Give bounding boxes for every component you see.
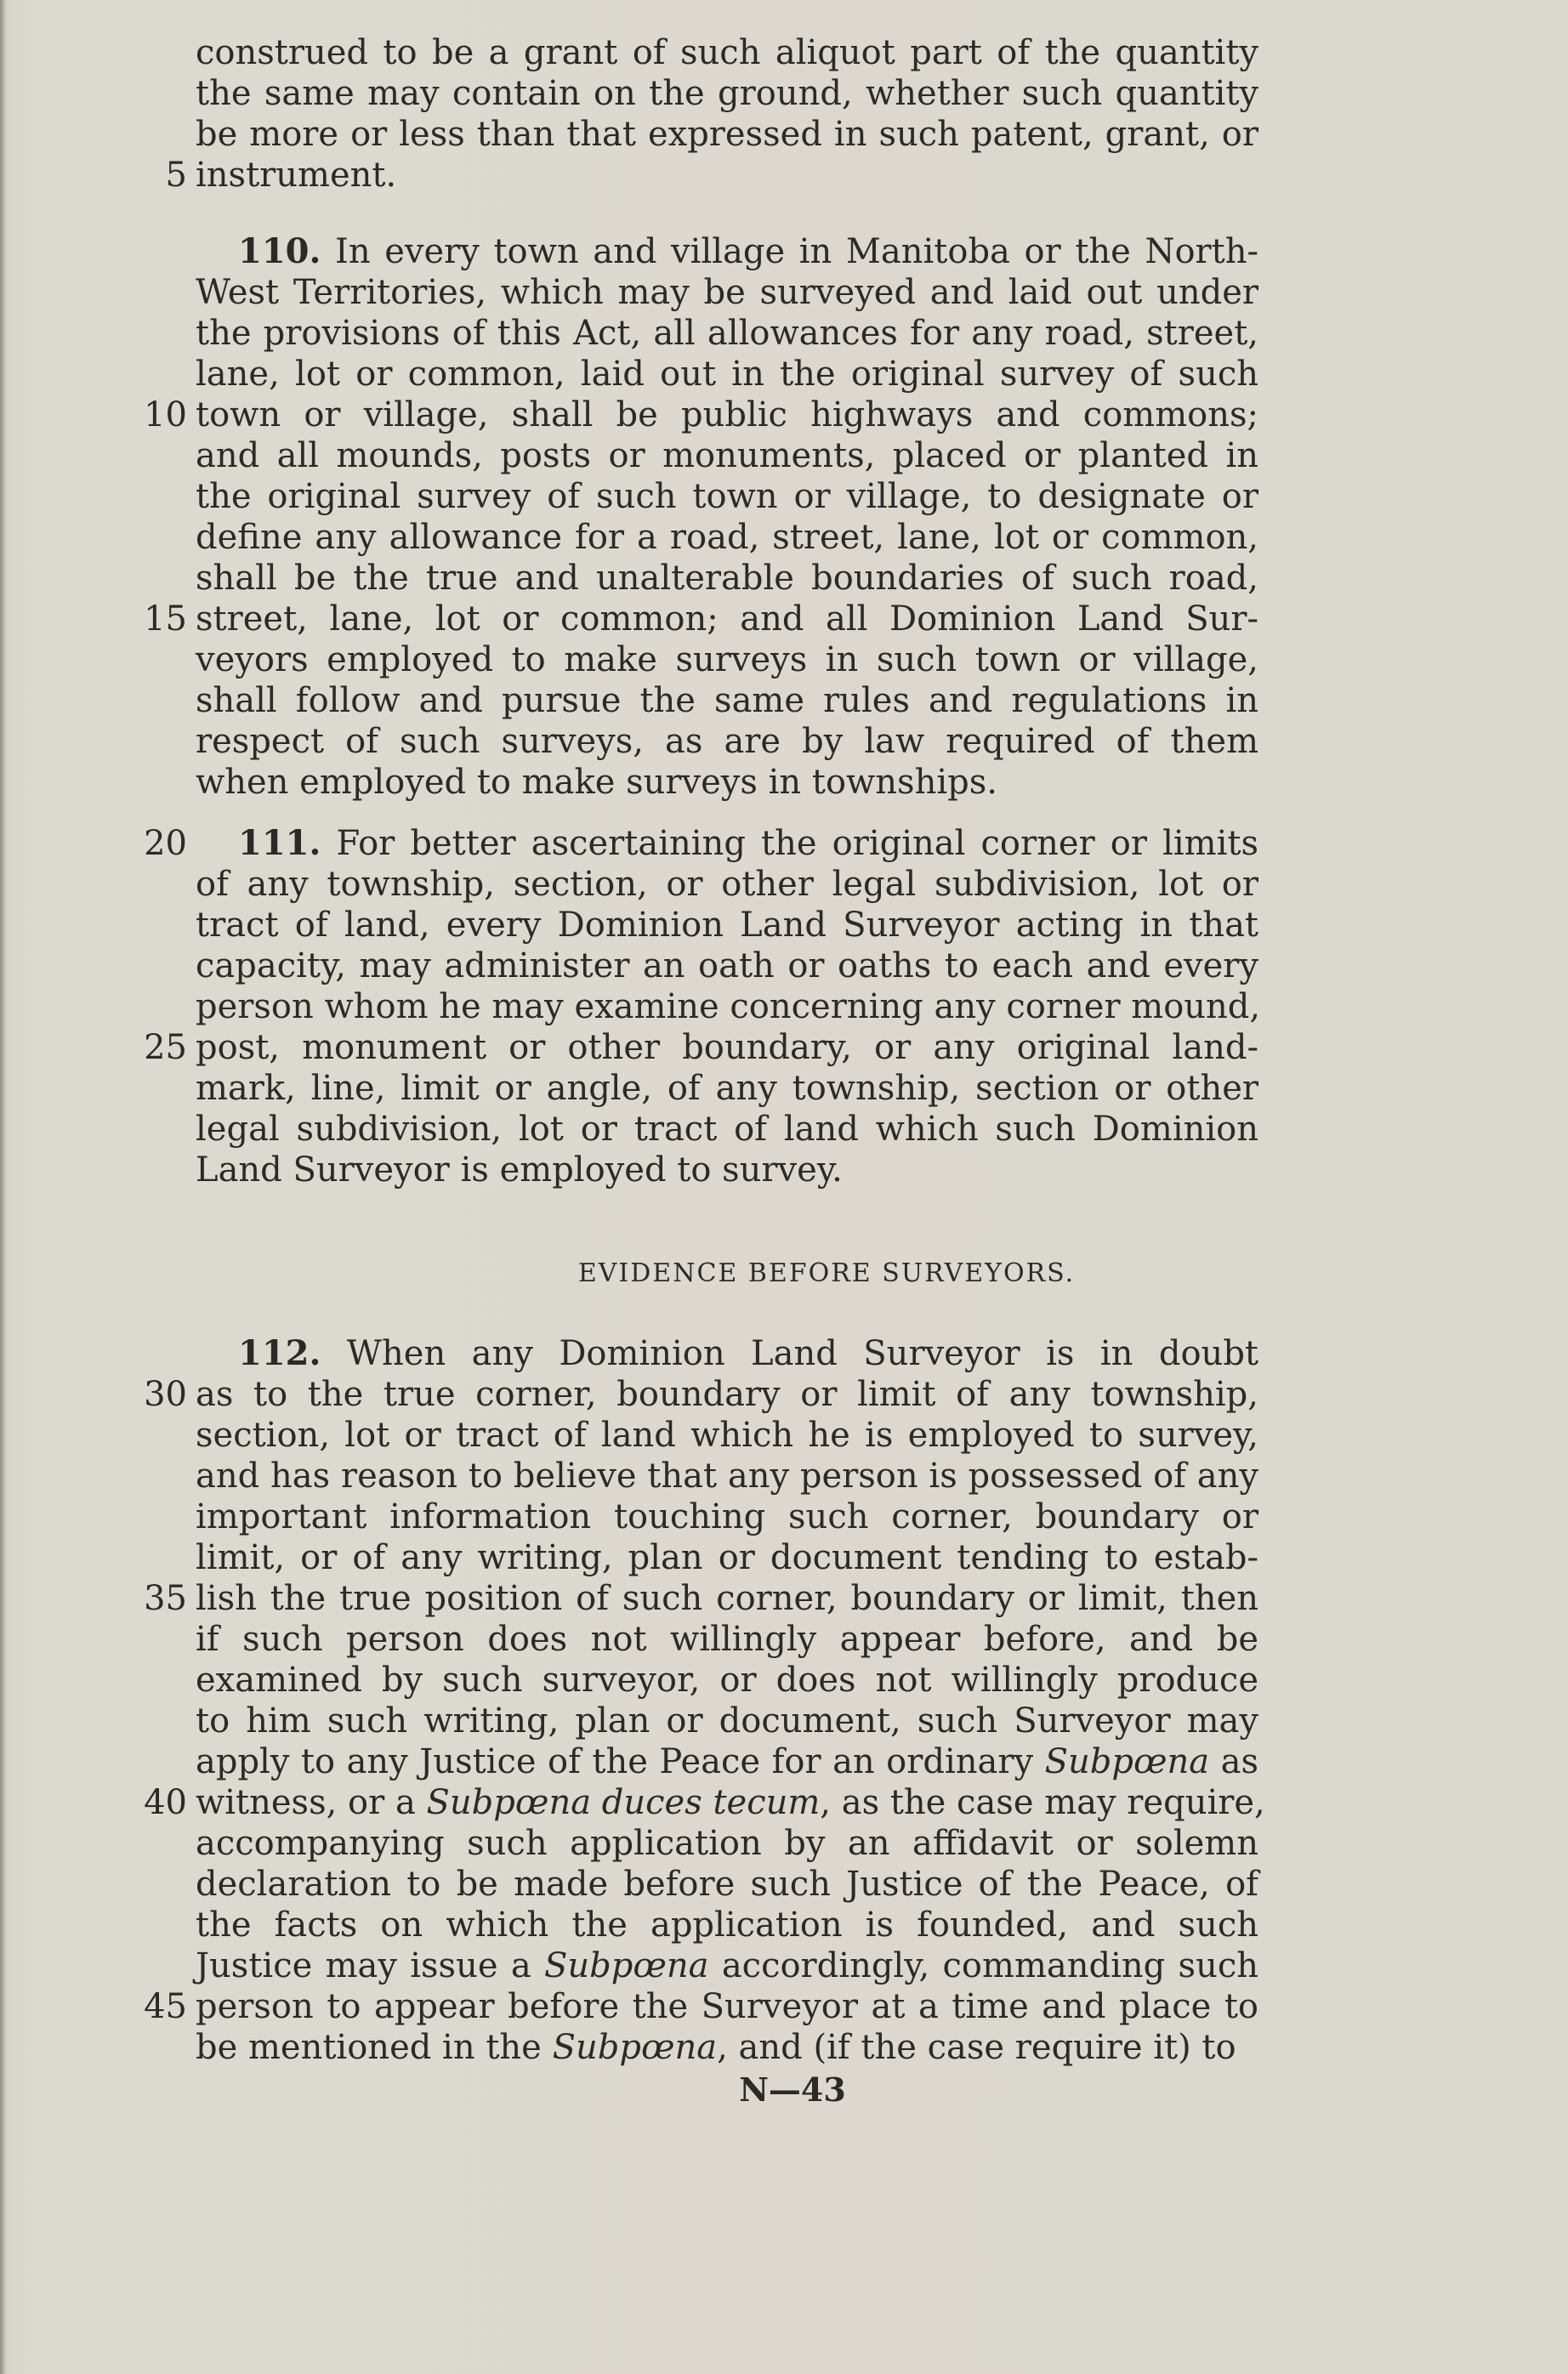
text-line — [0, 1150, 1568, 1190]
text-line — [0, 1109, 1568, 1150]
line-text: section, lot or tract of land which he is employed to survey, — [196, 1416, 1258, 1455]
text-line — [0, 905, 1568, 946]
text-line — [0, 2027, 1568, 2068]
section-number: 111. — [238, 823, 321, 863]
text-line — [0, 114, 1568, 155]
line-text: respect of such surveys, as are by law required of them — [196, 722, 1258, 761]
text-line — [0, 1986, 1568, 2027]
line-text: street, lane, lot or common; and all Dominion Land Sur- — [196, 599, 1258, 639]
text-line — [0, 1027, 1568, 1068]
line-text: capacity, may administer an oath or oaths to each and every — [196, 946, 1258, 985]
line-text: the provisions of this Act, all allowances for any road, street, — [196, 314, 1258, 353]
text-line — [0, 1741, 1568, 1782]
line-text: town or village, shall be public highways and commons; — [196, 395, 1258, 434]
text-line — [0, 272, 1568, 313]
text-line — [0, 1864, 1568, 1905]
text-line — [0, 762, 1568, 803]
line-number: 25 — [144, 1028, 187, 1067]
latin-term: Subpœna — [1044, 1742, 1210, 1781]
line-content — [238, 1333, 1258, 1374]
text-line — [0, 680, 1568, 721]
text-line — [0, 986, 1568, 1027]
page-signature: N—43 — [739, 2070, 846, 2109]
line-number: 5 — [165, 156, 187, 195]
line-text: shall be the true and unalterable boundaries of such road, — [196, 559, 1258, 598]
line-text: construed to be a grant of such aliquot part of the quantity — [196, 33, 1258, 72]
text-line — [0, 1945, 1568, 1986]
line-text: lish the true position of such corner, boundary or limit, then — [196, 1579, 1258, 1618]
line-text: post, monument or other boundary, or any original land- — [196, 1028, 1258, 1067]
line-text: and has reason to believe that any person is possessed of any — [196, 1457, 1258, 1496]
text-line — [0, 1578, 1568, 1619]
line-number: 40 — [144, 1783, 187, 1822]
text-line — [0, 1415, 1568, 1456]
line-text: the facts on which the application is founded, and such — [196, 1905, 1258, 1945]
text-line — [0, 313, 1568, 354]
text-line — [0, 558, 1568, 599]
line-text: declaration to be made before such Justice of the Peace, of — [196, 1865, 1258, 1904]
line-number: 15 — [144, 599, 187, 639]
text-line — [0, 1537, 1568, 1578]
text-line — [0, 155, 1568, 196]
line-content — [238, 231, 1258, 272]
line-text: For better ascertaining the original corner or limits — [336, 824, 1259, 863]
line-text: be mentioned in the Subpœna, and (if the case require it) to — [196, 2028, 1236, 2067]
line-text: veyors employed to make surveys in such town or village, — [196, 640, 1258, 679]
text-line — [0, 1497, 1568, 1537]
line-text: to him such writing, plan or document, such Surveyor may — [196, 1701, 1258, 1741]
text-line — [0, 435, 1568, 476]
line-text: When any Dominion Land Surveyor is in doubt — [346, 1334, 1259, 1373]
text-line — [0, 1782, 1568, 1823]
line-text: shall follow and pursue the same rules and regulations in — [196, 681, 1258, 720]
latin-term: Subpœna — [552, 2028, 718, 2067]
latin-term: Subpœna duces tecum — [426, 1783, 821, 1822]
text-line — [0, 1456, 1568, 1497]
line-text: Land Surveyor is employed to survey. — [196, 1150, 843, 1190]
text-line — [0, 823, 1568, 864]
line-text: instrument. — [196, 156, 397, 195]
text-line — [0, 1905, 1568, 1945]
line-text: apply to any Justice of the Peace for an ordinary Subpœna as — [196, 1742, 1258, 1781]
line-text: tract of land, every Dominion Land Surveyor acting in that — [196, 906, 1258, 945]
text-line — [0, 1660, 1568, 1701]
text-line — [0, 476, 1568, 517]
line-text: important information touching such corner, boundary or — [196, 1497, 1258, 1536]
line-number: 20 — [144, 824, 187, 863]
line-text: person to appear before the Surveyor at a time and place to — [196, 1987, 1258, 2026]
line-text: and all mounds, posts or monuments, placed or planted in — [196, 436, 1258, 475]
line-text: legal subdivision, lot or tract of land which such Dominion — [196, 1110, 1258, 1149]
section-number: 110. — [238, 231, 321, 271]
line-number: 10 — [144, 395, 187, 434]
text-line — [0, 32, 1568, 73]
line-number: 30 — [144, 1375, 187, 1414]
text-line — [0, 1619, 1568, 1660]
line-text: the original survey of such town or village, to designate or — [196, 477, 1258, 516]
line-text: define any allowance for a road, street, lane, lot or common, — [196, 518, 1258, 557]
text-line — [0, 395, 1568, 435]
line-text: as to the true corner, boundary or limit of any township, — [196, 1375, 1258, 1414]
line-number: 35 — [144, 1579, 187, 1618]
text-line — [0, 73, 1568, 114]
section-heading: EVIDENCE BEFORE SURVEYORS. — [577, 1258, 1076, 1288]
line-text: witness, or a Subpœna duces tecum, as the case may require, — [196, 1783, 1265, 1822]
text-line — [0, 721, 1568, 762]
latin-term: Subpœna — [543, 1946, 709, 1985]
line-text: if such person does not willingly appear before, and be — [196, 1620, 1258, 1659]
text-line — [0, 517, 1568, 558]
line-text: person whom he may examine concerning any corner mound, — [196, 987, 1261, 1026]
line-text: West Territories, which may be surveyed and laid out under — [196, 273, 1258, 312]
line-text: be more or less than that expressed in such patent, grant, or — [196, 115, 1258, 154]
text-line — [0, 1333, 1568, 1374]
line-text: mark, line, limit or angle, of any township, section or other — [196, 1069, 1258, 1108]
line-text: examined by such surveyor, or does not willingly produce — [196, 1661, 1258, 1700]
text-line — [0, 1374, 1568, 1415]
line-content — [238, 823, 1258, 864]
text-line — [0, 1068, 1568, 1109]
line-text: when employed to make surveys in townships. — [196, 763, 997, 802]
text-line — [0, 1701, 1568, 1741]
line-text: limit, or of any writing, plan or document tending to estab- — [196, 1538, 1258, 1577]
line-number: 45 — [144, 1987, 187, 2026]
text-line — [0, 946, 1568, 986]
line-text: accompanying such application by an affidavit or solemn — [196, 1824, 1258, 1863]
text-line — [0, 231, 1568, 272]
section-number: 112. — [238, 1333, 321, 1373]
line-text: lane, lot or common, laid out in the original survey of such — [196, 355, 1258, 394]
text-line — [0, 599, 1568, 639]
text-line — [0, 639, 1568, 680]
line-text: of any township, section, or other legal subdivision, lot or — [196, 865, 1258, 904]
line-text: Justice may issue a Subpœna accordingly, commanding such — [196, 1946, 1258, 1985]
line-text: In every town and village in Manitoba or the North- — [335, 232, 1258, 271]
line-text: the same may contain on the ground, whether such quantity — [196, 74, 1258, 113]
text-line — [0, 1823, 1568, 1864]
text-line — [0, 864, 1568, 905]
text-line — [0, 354, 1568, 395]
